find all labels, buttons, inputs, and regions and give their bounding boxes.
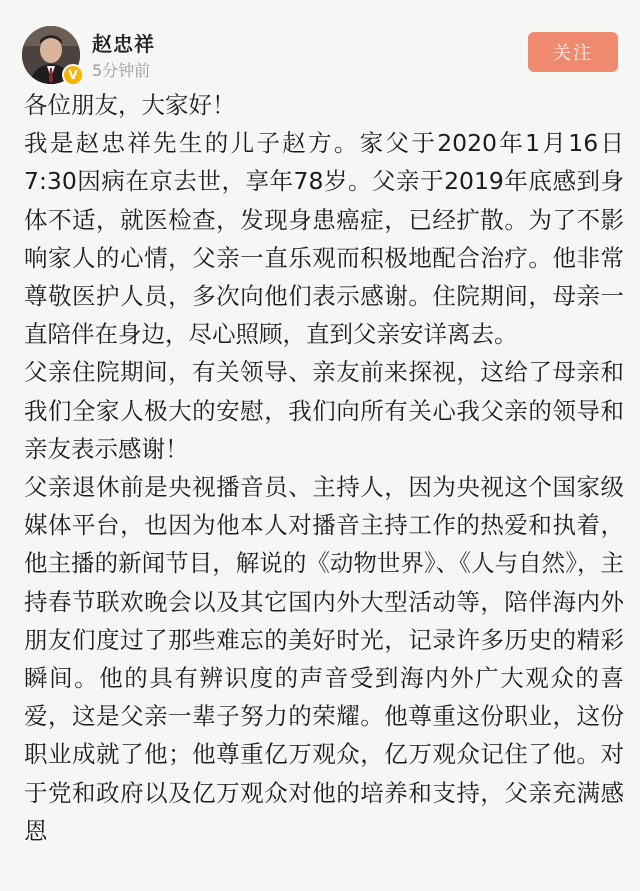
post-paragraph-greeting: 各位朋友，大家好！ <box>24 91 236 119</box>
follow-button[interactable]: 关注 <box>528 32 618 72</box>
post-content <box>24 86 624 850</box>
post-header <box>0 0 640 96</box>
post-paragraph-announcement: 我是赵忠祥先生的儿子赵方。家父于2020年1月16日7:30因病在京去世，享年78岁。父亲于2019年底感到身体不适，就医检查，发现身患癌症，已经扩散。为了不影响家人的心情，父亲一直乐观而积极地配合治疗。他非常尊敬医护人员，多次向他们表示感谢。住院期间，母亲一直陪伴在身边，尽心照顾，直到父亲安详离去。 <box>24 129 624 349</box>
verified-badge-icon: V <box>62 64 84 86</box>
post-timestamp: 5分钟前 <box>92 61 151 80</box>
post-paragraph-career: 父亲退休前是央视播音员、主持人，因为央视这个国家级媒体平台，也因为他本人对播音主持工作的热爱和执着，他主播的新闻节目，解说的《动物世界》、《人与自然》，主持春节联欢晚会以及其它国内外大型活动等，陪伴海内外朋友们度过了那些难忘的美好时光，记录许多历史的精彩瞬间。他的具有辨识度的声音受到海内外广大观众的喜爱，这是父亲一辈子努力的荣耀。他尊重这份职业，这份职业成就了他；他尊重亿万观众，亿万观众记住了他。对于党和政府以及亿万观众对他的培养和支持，父亲充满感恩 <box>24 473 624 845</box>
post-paragraph-thanks: 父亲住院期间，有关领导、亲友前来探视，这给了母亲和我们全家人极大的安慰，我们向所有关心我父亲的领导和亲友表示感谢！ <box>24 358 624 463</box>
author-name[interactable]: 赵忠祥 <box>92 32 155 56</box>
